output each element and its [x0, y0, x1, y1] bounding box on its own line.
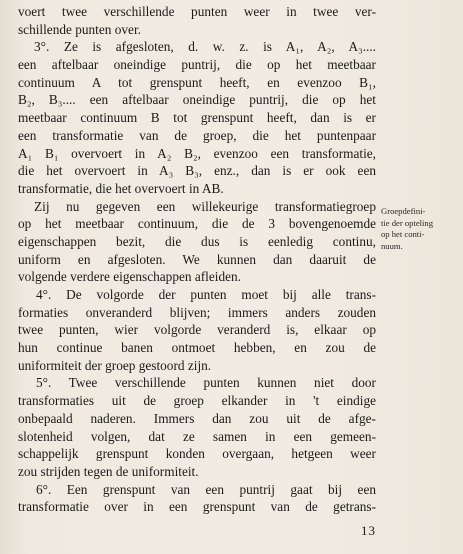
text-line: uniform en afgesloten. We kunnen dan daaruit de	[18, 251, 376, 267]
text-line: uniformiteit der groep gestoord zijn.	[18, 357, 212, 373]
text-line: 4°. De volgorde der punten moet bij alle trans-	[36, 287, 376, 302]
text-line: transformatie over in een grenspunt van de getrans-	[18, 499, 376, 515]
text-line: eigenschappen bezit, die dus is eenledig continu,	[18, 233, 376, 249]
text-line: slotenheid volgen, dat ze samen in een gemeen-	[18, 428, 376, 444]
text-line: continuum A tot grenspunt heeft, en evenzoo B₁,	[18, 74, 376, 90]
text-line: twee punten, wier volgorde veranderd is, elkaar op	[18, 322, 376, 338]
text-line: zou strijden tegen de uniformiteit.	[18, 463, 199, 479]
margin-note	[381, 206, 461, 252]
text-line: 5°. Twee verschillende punten kunnen niet door	[36, 375, 376, 391]
text-line: A₁ B₁ overvoert in A₂ B₂, evenzoo een transformatie,	[18, 145, 376, 161]
text-line: transformaties uit de groep elkander in 't eindige	[18, 393, 376, 409]
text-line: hun continue banen ontmoet hebben, en zou de	[18, 340, 376, 356]
text-line: B₂, B₃.... een aftelbaar oneindige puntrij, die op het	[18, 92, 376, 108]
text-line: formaties onveranderd blijven; immers anders zouden	[18, 304, 376, 320]
text-line: 6°. Een grenspunt van een puntrij gaat bij een	[36, 481, 376, 497]
body-text	[18, 3, 376, 516]
text-line: voert twee verschillende punten weer in twee ver-	[18, 4, 376, 19]
text-line: Zij nu gegeven een willekeurige transformatiegroep	[34, 198, 376, 214]
text-line: een aftelbaar oneindige puntrij, die op het meetbaar	[18, 57, 376, 73]
text-line: transformatie, die het overvoert in AB.	[18, 180, 224, 196]
text-line: volgende verdere eigenschappen afleiden.	[18, 269, 241, 285]
page-number: 13	[361, 523, 376, 538]
text-line: schappelijk grenspunt konden overgaan, hetgeen weer	[18, 446, 376, 462]
margin-note-line: nuum.	[381, 240, 403, 251]
margin-note-line: Groepdefini-	[381, 206, 426, 216]
margin-note-line: op het conti-	[381, 229, 425, 240]
text-line: die het overvoert in A₃ B₃, enz., dan is er ook een	[18, 163, 376, 179]
text-line: onbepaald naderen. Immers dan zou uit de afge-	[18, 410, 376, 426]
text-line: meetbaar continuum B tot grenspunt heeft, dan is er	[18, 110, 376, 126]
text-line: 3°. Ze is afgesloten, d. w. z. is A₁, A₂, A₃....	[34, 39, 376, 55]
text-line: een transformatie van de groep, die het puntenpaar	[18, 127, 376, 143]
margin-note-line: tie der opteling	[381, 217, 434, 228]
text-line: op het meetbaar continuum, die de 3 bovengenoemde	[18, 216, 376, 232]
text-line: schillende punten over.	[18, 21, 141, 37]
